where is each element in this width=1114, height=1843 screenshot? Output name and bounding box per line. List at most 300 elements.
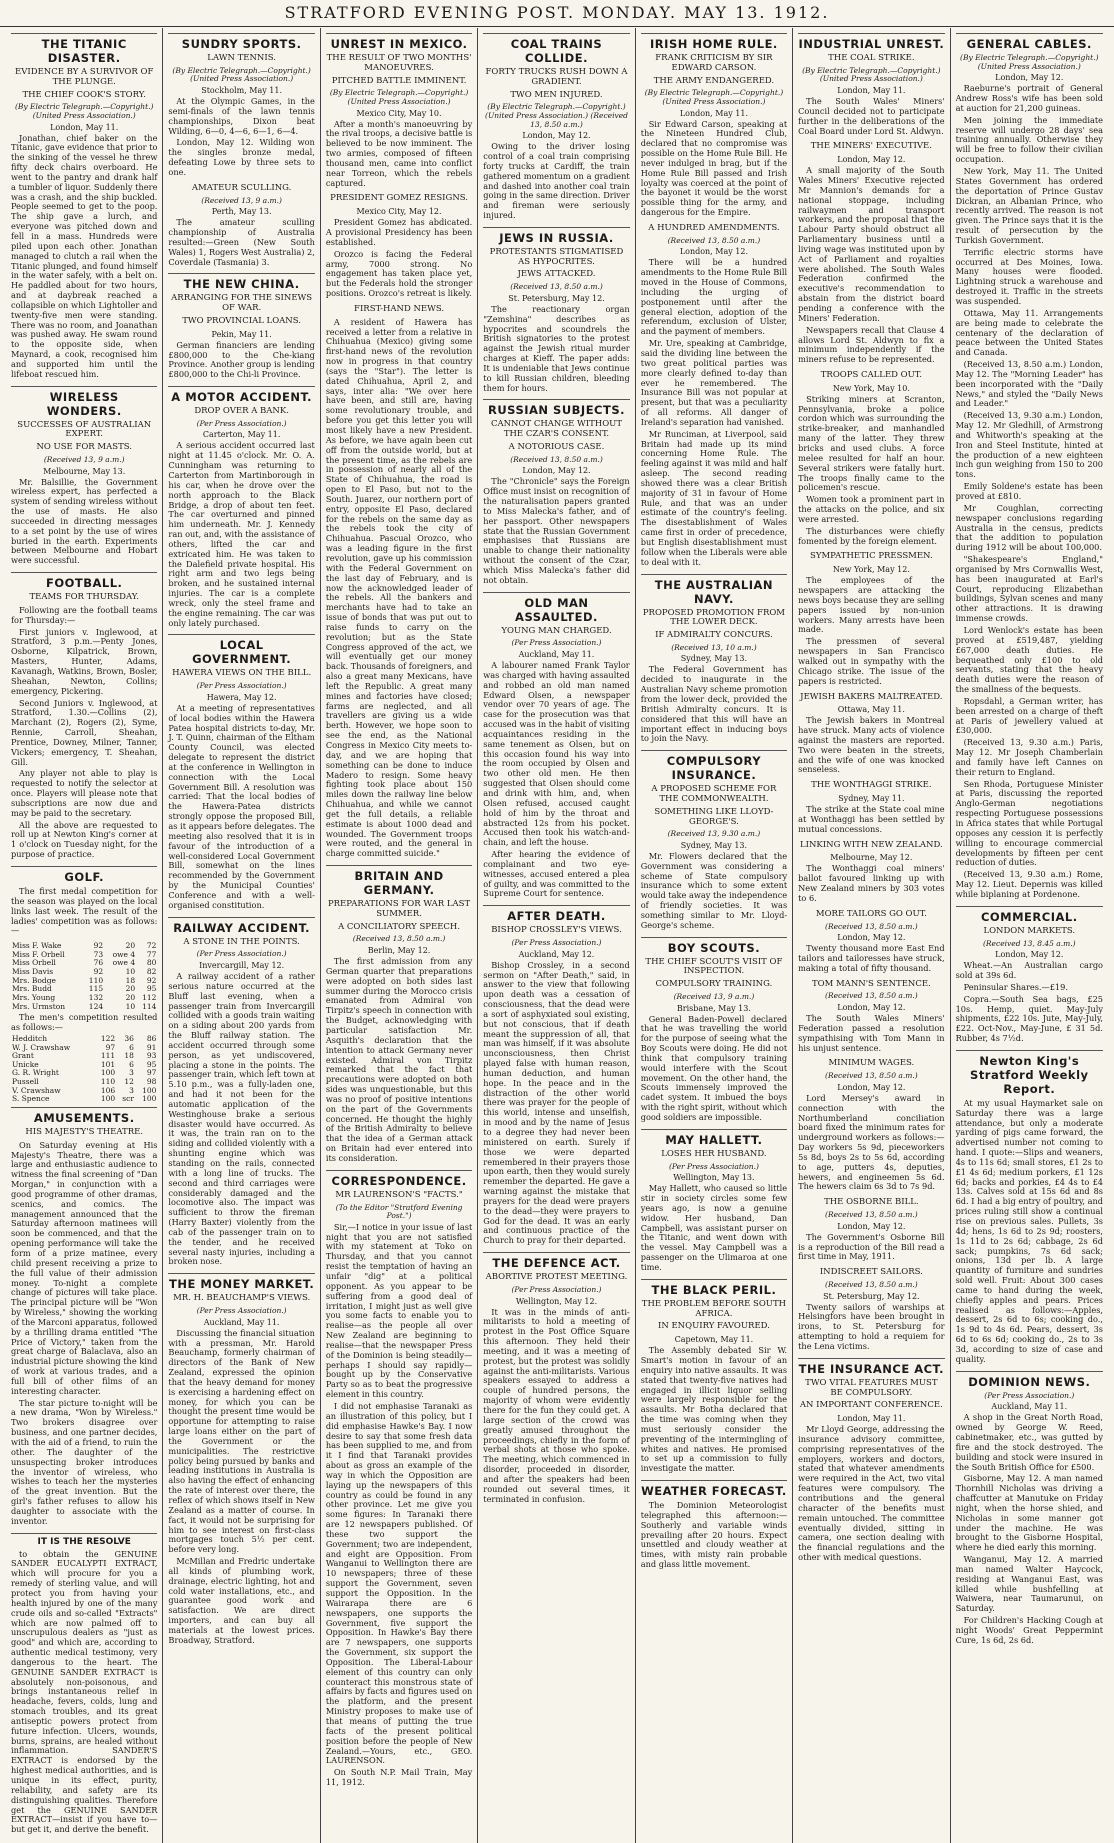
article-paragraph: There will be a hundred amendments to the Home Rule Bill moved in the House of Commons, including the urging of postponement until after the general election, adoption of the referendum, exclusion of Ulster, and the payment of members. — [640, 257, 788, 337]
table-cell: 36 — [124, 1033, 134, 1043]
article — [11, 572, 157, 860]
article-headline: AMUSEMENTS. — [33, 1110, 135, 1125]
table-cell: 3 — [129, 1068, 134, 1078]
article-byline: (Per Press Association.) — [196, 418, 287, 428]
article-dateline: Auckland, May 11. — [518, 650, 595, 660]
article-dateline: New York, May 10. — [832, 383, 910, 393]
article-dateline: Pekin, May 11. — [211, 329, 272, 339]
divider-rule — [168, 273, 314, 274]
table-cell: Mrs. Young — [12, 992, 56, 1002]
advert-headline: IT IS THE RESOLVE — [37, 1536, 131, 1547]
article-paragraph: The star picture to-night will be a new drama, "Won by Wireless." Two brokers disagree over business, and one partner decides, with the aid of a friend, to ruin the other. The daughter of the unsuspecting broker introduces the inventor of wireless, who wishes to teach her the mysteries of the great invention. But the girl's father refuses to allow his daughter to associate with the inventor. — [11, 1397, 158, 1526]
divider-rule — [11, 572, 157, 573]
divider-rule — [956, 1371, 1103, 1372]
article-paragraph: Lord Mersey's award in connection with the Northumberland conciliation board fixed the minimum rates for underground workers as follows:—Day workers 5s 9d, pieceworkers 5s 8d, boys 2s to 5s 6d, according to age, putters 4s, deputies, hewers, and engineemen 5s 6d. The hewers claim 6s 3d to 7s 9d. — [798, 1092, 945, 1192]
article-headline: JEWS IN RUSSIA. — [499, 230, 614, 245]
article-paragraph: Wheat.—An Australian cargo sold at 39s 6d. — [955, 960, 1103, 980]
article-headline: LOCAL GOVERNMENT. — [192, 638, 292, 667]
divider-rule — [326, 33, 472, 34]
article — [641, 224, 787, 568]
article — [483, 33, 629, 221]
article-paragraph: Ropsdahl, a German writer, has been arrested on a charge of theft at Paris of jewellery valued at £30,000. — [955, 695, 1103, 736]
table-cell: 106 — [100, 1085, 116, 1095]
article-paragraph: The reactionary organ "Zemshina" describes as hypocrites and scoundrels the British signatories to the protest against the Jewish ritual murder charges at Kieff. The paper adds: It is undeniable that Jews continue to kill Russian children, bleeding them for hours. — [483, 303, 630, 393]
article-dateline: London, May 11. — [837, 86, 906, 96]
article — [326, 194, 472, 299]
article-subheading: A PROPOSED SCHEME FOR THE COMMONWEALTH. — [651, 784, 777, 804]
golf-ladies-table — [11, 942, 157, 1011]
article-paragraph: After hearing the evidence of complainant and two eye-witnesses, accused entered a plea of guilty, and was committed to the Supreme Court for sentence. — [483, 849, 630, 899]
article-subheading: TEAMS FOR THURSDAY. — [29, 592, 139, 603]
article-subheading: HIS MAJESTY'S THEATRE. — [25, 1126, 144, 1137]
article-paragraph: General Baden-Powell declared that he was travelling the world for the purpose of seeing what the Boy Scouts were doing. He did not think that compulsory training would interfere with the Scout movement. On the other hand, the Scouts immensely improved the cadet system. It imbued the boys with the right spirit, without which good soldiers are impossible. — [640, 1013, 788, 1122]
article-headline: DOMINION NEWS. — [968, 1374, 1091, 1389]
article-subheading: FRANK CRITICISM BY SIR EDWARD CARSON. — [655, 53, 773, 73]
article-paragraph: (Received 13, 8.50 a.m.) London, May 12. The "Morning Leader" has been incorporated with the "Daily News," and styled the "Daily News and Leader." — [955, 359, 1103, 409]
article-dateline: London, May 12. — [522, 131, 591, 141]
table-cell: 82 — [146, 967, 157, 977]
article-byline: (Received 13, 8.50 a.m.) — [825, 991, 918, 1001]
table-cell: G. R. Wright — [12, 1068, 59, 1078]
article — [798, 1198, 944, 1262]
table-cell: 92 — [93, 967, 104, 977]
divider-rule — [11, 386, 157, 387]
article-paragraph: Copra.—South Sea bags, £25 10s. Hemp, quiet. May-July shipments, £22 10s. Jute, May-July, £22. Oct-Nov., May-June, £ 31 5d. Rubber, 4s 7½d. — [955, 993, 1103, 1044]
article-paragraph: A resident of Hawera has received a letter from a relative in Chihuahua (Mexico) giving some first-hand news of the revolution now in progress in that country (says the "Star"). The letter is dated Chihuahua, April 2, and says, inter alia: "We over here have been, and still are, having some revolutionary trouble, and before you get this letter you will most likely have a new President. As before, we have again been cut off from the outside world, but at the present time, as the rebels are in possession of nearly all of the State of Chihuahua, the road is open to El Paso, but not to the South. Juarez, our northern port of entry, opposite El Paso, declared for the rebels on the same day as the rebels took the city of Chihuahua. Pascual Orozco, who was a leading figure in the first revolution, gave up his commission with the Federal Government on the last day of February, and is now the acknowledged leader of the rebels. All the bankers and merchants have had to take an issue of bonds that was put out to raise funds to carry on the revolution; but as the State Congress approved of the act, we will eventually get our money back. Thousands of foreigners, and also a great many Mexicans, have left the Republic. A great many mines and factories have closed; farms are neglected, and all travellers are giving us a wide berth. However, we hope soon to see the end, as the National Congress in Mexico City meets to-day, and we are hoping that something can be done to induce Madero to resign. Some heavy fighting took place about 150 miles down the railway line below Chihuahua, and while we cannot get the full details, a reliable estimate is about 1000 dead and wounded. The Government troops were routed, and the general in charge committed suicide." — [325, 316, 473, 859]
article — [798, 142, 944, 365]
divider-rule — [798, 33, 944, 34]
column-1 — [6, 28, 163, 1843]
article-subheading: THE ARMY ENDANGERED. — [653, 75, 775, 86]
article-paragraph: At a meeting of representatives of local bodies within the Hawera Patea hospital districts to-day, Mr. J. T. Quinn, chairman of the Eltham County Council, was elected delegate to represent the district at the conference in Wellington in connection with the Local Government Bill. A resolution was carried: That the local bodies of the Hawera-Patea districts strongly oppose the proposed Bill, as it appears before delegates. The meeting also resolved that it is in favour of the introduction of a well-considered Local Government Bill, somewhat on the lines recommended by the Government by the Municipal Counties' Conference and with a well-organised constitution. — [168, 702, 315, 910]
article-paragraph: Peninsular Shares.—£19. — [963, 981, 1068, 992]
article-subheading: LINKING WITH NEW ZEALAND. — [799, 839, 943, 850]
article-byline: (Received 13, 8.50 a.m.) — [352, 934, 446, 944]
article-headline: WEATHER FORECAST. — [641, 1484, 787, 1499]
article-headline: THE MONEY MARKET. — [168, 1277, 315, 1292]
article-headline: THE AUSTRALIAN NAVY. — [654, 577, 774, 606]
divider-rule — [956, 33, 1103, 34]
table-cell: 86 — [146, 1033, 157, 1043]
article-dateline: London, May 11. — [679, 108, 749, 118]
table-cell: 73 — [93, 949, 104, 959]
article-paragraph: Mr Lloyd George, addressing the insurance advisory committee, comprising representatives of the employers, workers and doctors, stated that whatever amendments were required in the Act, two vital features were compulsory. The contributions and the general character of the benefits must remain untouched. The committee eventually divided, sitting in camera, one section dealing with the financial regulations and the other with medical questions. — [798, 1424, 945, 1563]
article-dateline: Brisbane, May 13. — [676, 1003, 751, 1013]
article — [641, 33, 787, 218]
article-dateline: Mexico City, May 12. — [356, 207, 442, 217]
article-headline: COAL TRAINS COLLIDE. — [510, 37, 603, 65]
divider-rule — [641, 1279, 787, 1280]
article — [483, 399, 629, 585]
article-subheading: MR LAURENSON'S "FACTS." — [335, 1189, 463, 1200]
table-cell: 111 — [100, 1051, 116, 1061]
article-paragraph: Women took a prominent part in the attacks on the police, and six were arrested. — [798, 494, 945, 524]
article-paragraph: Orozco is facing the Federal army, 7000 strong. No engagement has taken place yet, but the Federals hold the stronger positions. Orozco's retreat is likely. — [325, 248, 473, 299]
divider-rule — [483, 399, 629, 400]
article-headline: GENERAL CABLES. — [966, 37, 1092, 51]
article-dateline: London, May 12. — [837, 155, 906, 165]
divider-rule — [11, 1533, 157, 1534]
article-dateline: Melbourne, May 12. — [830, 853, 913, 863]
article-byline: (Per Press Association.) — [511, 1284, 602, 1294]
article-paragraph: Men joining the immediate reserve will undergo 28 days' sea training annually. Otherwise they will be free to follow their civilian occupation. — [955, 114, 1103, 165]
article-byline: (Per Press Association.) — [196, 1306, 287, 1316]
article-dateline: London, May 11. — [837, 1414, 906, 1424]
article-paragraph: It was in the minds of anti-militarists to hold a meeting of protest in the Post Office Square this afternoon. They held their meeting, and it was a meeting of protest, but the protest was solidly against the anti-militarists. Various speakers essayed to address a couple of hundred persons, the majority of whom were evidently there for the fun they could get. A large section of the crowd was greatly amused throughout the proceedings, chiefly in the form of verbal shots at those who spoke. The meeting, which commenced in disorder, proceeded in disorder, and after the speakers had been rounded out several times, it terminated in confusion. — [483, 1306, 630, 1504]
article-paragraph: Lord Wenlock's estate has been proved at £519,487, yielding £67,000 death duties. He bequeathed only £100 to old servants, stating that the heavy death duties were the reason of the smallness of the bequests. — [955, 624, 1103, 695]
article-subheading: AMATEUR SCULLING. — [191, 182, 292, 193]
article-subheading: JEWS ATTACKED. — [517, 269, 596, 280]
table-cell: 132 — [88, 992, 104, 1002]
article-subheading: ARRANGING FOR THE SINEWS OF WAR. — [171, 293, 313, 314]
article-paragraph: Newspapers recall that Clause 4 allows Lord St. Aldwyn to fix a minimum independently if the miners refuse to be represented. — [798, 324, 945, 365]
article-paragraph: The strike at the State coal mine at Wonthaggi has been settled by mutual concessions. — [798, 804, 945, 834]
advertisement — [11, 1533, 157, 1835]
divider-rule — [483, 592, 629, 593]
divider-rule — [798, 1358, 944, 1359]
article-subheading: LAWN TENNIS. — [207, 53, 276, 63]
article-headline: THE TITANIC DISASTER. — [41, 37, 127, 65]
table-cell: 100 — [142, 1085, 157, 1095]
article — [641, 1129, 787, 1273]
table-cell: scr — [122, 1094, 134, 1104]
article — [168, 917, 314, 1268]
article — [641, 937, 787, 1123]
article-paragraph: First juniors v. Inglewood, at Stratford, 3 p.m.—Penty Jones, Osborne, Kilpatrick, Brown, Masters, Hunter, Adams, Kavanagh, Watkins, Brown, Bosler, Sheahan, Newton, Collins; emergency, Pickering. — [11, 626, 158, 696]
article-paragraph: The first admission from any German quarter that preparations were adopted on both sides last summer during the Morocco crisis emanated from Admiral von Tirpitz's speech in connection with the Budget, acknowledging with particular satisfaction Mr. Asquith's declaration that the intention to attack Germany never existed. Admiral von Tirpitz remarked that the fact that precautions were adopted on both sides was unquestionable, but this was no proof of positive intentions on the part of the Governments concerned. He thought the highly of the British Admiralty to believe that the idea of a German attack on Britain had ever entered into its consideration. — [325, 956, 473, 1163]
article-headline: A MOTOR ACCIDENT. — [171, 390, 312, 405]
table-cell: 100 — [100, 1094, 116, 1104]
article-paragraph: Striking miners at Scranton, Pennsylvania, broke a police cordon which was surrounding the strike-breaker, and manhandled many of the latter. They threw bricks and used clubs. A force melee resulted for half an hour. Several strikers were fatally hurt. The troops finally came to the policemen's rescue. — [798, 393, 945, 493]
article-paragraph: Mr. Flowers declared that the Government was considering a scheme of State compulsory insurance which to some extent would take away the independence of friendly societies. It was something similar to Mr. Lloyd-George's scheme. — [640, 850, 788, 930]
article-paragraph: Emily Soldene's estate has been proved at £810. — [955, 481, 1103, 501]
article — [956, 33, 1103, 900]
article-subheading: A CONCILIATORY SPEECH. — [338, 921, 461, 932]
article-byline: (Received 13, 8.50 a.m.) — [510, 454, 603, 464]
table-cell: 101 — [100, 1059, 116, 1069]
article-subheading: MINIMUM WAGES. — [828, 1058, 915, 1069]
article-subheading: ABORTIVE PROTEST MEETING. — [485, 1272, 628, 1283]
article — [798, 1268, 944, 1352]
newspaper-columns — [6, 28, 1108, 1835]
article — [168, 33, 314, 178]
article-subheading: THE PROBLEM BEFORE SOUTH AFRICA. — [641, 1298, 787, 1319]
article-headline: THE NEW CHINA. — [183, 277, 300, 292]
article-paragraph: German financiers are lending £800,000 to the Che-kiang Province. Another group is lending £800,000 to the Chi-li Province. — [168, 339, 315, 380]
table-cell: 100 — [142, 1094, 157, 1104]
article-paragraph: Jonathan, chief baker on the Titanic, gave evidence that prior to the sinking of the vessel he threw fifty deck chairs overboard. He went to the pantry and drank half a tumbler of liquor. Suddenly there was a crash, and the ship buckled. People seemed to get to the poop. The ship gave a lurch, and everyone was pitched down and fell in a mass. Hundreds were piled upon each other. Jonathan managed to clutch a rail when the Titanic plunged, and found himself in the water safely, with a belt on. He paddled about for two hours, and at daybreak reached a collapsible on which Lightoller and twenty-five men were standing. There was no room, and Joanathan was pushed away. He swam round to the opposite side, when Maynard, a cook, recognised him and supported him until the lifeboat rescued him. — [11, 132, 158, 379]
article-headline: GOLF. — [64, 870, 104, 885]
article-dateline: St. Petersburg, May 12. — [508, 293, 605, 303]
article-subheading: FIRST-HAND NEWS. — [354, 303, 445, 314]
article-paragraph: The Federal Government has decided to inaugurate in the Australian Navy scheme promotion from the lower deck, provided the British Admiralty concurs. It is considered that this will have an important effect in inducing boys to join the Navy. — [640, 664, 788, 744]
divider-rule — [168, 917, 314, 918]
table-cell: 124 — [88, 1001, 104, 1011]
article-dateline: Sydney, May 13. — [680, 840, 748, 850]
article-paragraph: The first medal competition for the season was played on the local links last week. The result of the ladies' competition was as follows:— — [11, 886, 158, 936]
article-subheading: THE MINERS' EXECUTIVE. — [810, 141, 932, 152]
article-paragraph: Discussing the financial situation with a pressman, Mr. Harold Beauchamp, formerly chairman of directors of the Bank of New Zealand, expressed the opinion that the heavy demand for money is exercising a hardening effect on money, for which you can be thought the present time would be opportune for attempting to raise large loans either on the part of the Government or the municipalities. The restrictive policy being pursued by banks and leading institutions in Australia is also having the effect of enhancing the rate of interest over there, the reflex of which shows itself in New Zealand as a matter of course. In fact, it would not be surprising for him to see interest on first-class mortgages touch 5½ per cent. before very long. — [168, 1327, 315, 1555]
article — [641, 1480, 787, 1570]
article-dateline: Invercargill, May 12. — [199, 960, 285, 970]
article-headline: COMPULSORY INSURANCE. — [666, 754, 762, 783]
table-cell: Miss F. Orbell — [12, 949, 65, 959]
article-headline: COMMERCIAL. — [980, 909, 1078, 924]
article-subheading: YOUNG MAN CHARGED. — [501, 625, 612, 636]
table-cell: 91 — [146, 1042, 157, 1052]
table-row — [11, 1003, 157, 1012]
golf-men-intro: The men's competition resulted as follows:— — [11, 1012, 158, 1033]
article — [11, 386, 157, 567]
article-headline: THE DEFENCE ACT. — [492, 1256, 621, 1271]
article-paragraph: A small majority of the South Wales Miners' Executive rejected Mr Mannion's demands for a national stoppage, including railwaymen and transport workers, and the proposal that the Labour Party should obstruct all Parliamentary business until a living wage was instituted upon by Act of Parliament and royalties were abolished. The South Wales Federation confirmed the executive's recommendation to abstain from the district board pending a conference with the Miners' Federation. — [798, 165, 945, 323]
article — [956, 1371, 1103, 1646]
article-paragraph: Raeburne's portrait of General Andrew Ross's wife has been sold at auction for 21,200 guineas. — [955, 83, 1103, 113]
article-paragraph: Mr Runciman, at Liverpool, said Britain had made up its mind concerning Home Rule. The feeling against it was mild and half asleep. The second reading showed there was a clear British majority of 31 in favour of Home Rule, and that was an under estimate of the country's feeling. The disestablishment of Wales came first in order of precedence, but English disestablishment must follow when the Liberals were able to deal with it. — [640, 428, 788, 567]
table-cell: 80 — [146, 958, 157, 968]
article-paragraph: For Children's Hacking Cough at night Woods' Great Peppermint Cure, 1s 6d, 2s 6d. — [955, 1615, 1103, 1645]
table-cell: 92 — [146, 975, 157, 985]
article-subheading: HAWERA VIEWS ON THE BILL. — [172, 668, 312, 679]
article-paragraph: Ottawa, May 11. Arrangements are being made to celebrate the centenary of the declaration of peace between the United States and Canada. — [955, 307, 1103, 358]
golf-men-table — [11, 1035, 157, 1104]
article-dateline: Stockholm, May 11. — [201, 86, 283, 96]
article-paragraph: Sir Edward Carson, speaking at the Nineteen Hundred Club, declared that no compromise was possible on the Home Rule Bill. He never indulged in brag, but if the Home Rule Bill passed and Irish loyalty was coerced at the point of the bayonet it would be the worst possible thing for the army, and dangerous for the Empire. — [640, 118, 788, 218]
table-cell: 18 — [124, 1051, 134, 1061]
divider-rule — [168, 33, 314, 34]
article-subheading: TWO PROVINCIAL LOANS. — [182, 315, 301, 326]
article-subheading: IN ENQUIRY FAVOURED. — [657, 1321, 770, 1332]
article-subheading: CANNOT CHANGE WITHOUT THE CZAR'S CONSENT. — [490, 419, 622, 440]
article — [483, 592, 629, 900]
article-subheading: COMPULSORY TRAINING. — [655, 979, 773, 990]
table-cell: 20 — [125, 992, 136, 1002]
table-cell: S. Spence — [12, 1094, 50, 1104]
article — [326, 305, 472, 859]
article-byline: (To the Editor "Stratford Evening Post.") — [335, 1202, 463, 1221]
article-headline: BRITAIN AND GERMANY. — [354, 869, 444, 898]
article-dateline: Auckland, May 11. — [991, 1402, 1068, 1412]
article — [956, 1050, 1103, 1365]
table-cell: Mrs. Budd — [12, 984, 52, 994]
table-cell: 110 — [100, 1077, 116, 1087]
article-subheading: JEWISH BAKERS MALTREATED. — [800, 691, 943, 702]
article-paragraph: At my usual Haymarket sale on Saturday there was a large attendance, but only a moderate yarding of pigs came forward, the advertised number not coming to hand. I quote:—Slips and weaners, 4s to 11s 6d; small stores, £1 2s to £1 4s 6d; medium porkers, £1 12s 6d; backs and porkies, £4 4s to £4 13s. Calves sold at 15s 6d and 8s 6d. I had a big entry of poultry, and prices ruling still show a continual rise on previous sales. Pullets, 3s 4d; hens, 1s 6d to 2s 9d; roosters, 1s 11d to 2s 6d; cabbage, 2s 6d sack; pumpkins, 7s 6d sack; onions, 13d per lb. A large quantity of furniture and sundries sold well. Fruit: About 300 cases came to hand during the week, chiefly apples and pears. Prices realised as follows:—Apples, dessert, 2s 6d to 6s; cooking do., 1s 9d to 4s 6d. Pears, dessert, 3s 6d to 6s 6d; cooking do., 2s to 3s 3d, according to size of case and quality. — [955, 1097, 1103, 1364]
amusements-article — [11, 1107, 157, 1527]
article — [11, 33, 157, 380]
article — [11, 866, 157, 936]
article-byline: (Received 13, 9 a.m.) — [43, 454, 125, 464]
article-paragraph: A serious accident occurred last night at 11.45 o'clock. Mr. O. A. Cunningham was returning to Carterton from Martinborough in his car, when he drove over the north approach to the Black Bridge, a drop of about ten feet. The car overturned and pinned him underneath. Mr. J. Kennedy ran out, and, with the assistance of others, lifted the car and extricated him. He was taken to the Dalefield private hospital. His right arm and two legs being broken, and he sustained internal injuries. The car is a complete wreck, only the steel frame and the engine remaining. The car was only lately purchased. — [168, 440, 315, 628]
article — [483, 1252, 629, 1504]
article-subheading: THE COAL STRIKE. — [828, 53, 915, 63]
article-dateline: London, May 12. — [837, 1221, 906, 1231]
article-headline: THE INSURANCE ACT. — [798, 1361, 945, 1376]
article-dateline: London, May 12. — [679, 247, 749, 257]
divider-rule — [168, 634, 314, 635]
column-7 — [951, 28, 1108, 1843]
article-subheading: PITCHED BATTLE IMMINENT. — [331, 75, 467, 86]
article-headline: BOY SCOUTS. — [667, 940, 761, 955]
article-subheading: PROTESTANTS STIGMATISED AS HYPOCRITES. — [489, 246, 624, 267]
article-paragraph: The Jewish bakers in Montreal have struck. Many acts of violence against the masters are reported. Two were beaten in the streets, and the wife of one was knocked senseless. — [798, 715, 945, 775]
article-byline: (Per Press Association.) — [196, 949, 287, 959]
table-cell: 92 — [93, 941, 104, 951]
article — [798, 841, 944, 904]
advert-paragraph: to obtain the GENUINE SANDER EUCALYPTI EXTRACT, which will procure for you a remedy of sterling value, and will protect you from having your health injured by one of the many crude oils and so-called "Extracts" which are now palmed off to unscrupulous dealers as "just as good" and which are, according to authentic medical testimony, very dangerous to the heart. The GENUINE SANDER EXTRACT is absolutely non-poisonous, and brings instantaneous relief in headache, fevers, colds, lung and stomach troubles, and its great antiseptic powers protect from future infection. Ulcers, wounds, burns, sprains, are healed without inflammation. SANDER'S EXTRACT is endorsed by the highest medical authorities, and is unique in its effect, purity, reliability, and safety are its distinguishing qualities. Therefore get the GENUINE SANDER EXTRACT—insist if you have to—but get it, and derive the benefit. — [11, 1548, 158, 1835]
article-subheading: SUCCESSES OF AUSTRALIAN EXPERT. — [17, 419, 152, 440]
article-dateline: Wellington, May 13. — [673, 1173, 755, 1183]
article-paragraph: (Received 13, 9.30 a.m.) London, May 12. Mr Gledhill, of Armstrong and Whitworth's speaking at the Iron and Steel Institute, hinted at the production of a new eighteen inch gun weighing from 150 to 200 tons. — [955, 410, 1103, 480]
table-cell: 6 — [129, 1042, 134, 1052]
article-paragraph: Wanganui, May 12. A married man named Walter Haycock, residing at Wanganui East, was killed while bushfelling at Waiwera, near Taumarunui, on Saturday. — [955, 1554, 1103, 1614]
article-byline: (Received 13, 10 a.m.) — [671, 642, 757, 652]
divider-rule — [11, 33, 157, 34]
article-headline: RAILWAY ACCIDENT. — [173, 920, 311, 935]
table-cell: Miss Davis — [12, 967, 54, 977]
article-dateline: London, May 12. — [837, 933, 906, 943]
article-subheading: AN IMPORTANT CONFERENCE. — [799, 1400, 943, 1411]
article-paragraph: Mr. Ure, speaking at Cambridge, said the dividing line between the two great political parties was more clearly defined to-day than ever he remembered. The Insurance Bill was not popular at present, but that was a peculiarity of all reforms. All danger of Ireland's separation had vanished. — [640, 338, 788, 427]
article — [798, 371, 944, 546]
divider-rule — [483, 227, 629, 228]
table-cell: Pussell — [12, 1077, 39, 1087]
article-byline: (Received 13, 8.50 a.m.) — [667, 235, 761, 245]
article-paragraph: The "Chronicle" says the Foreign Office must insist on recognition of the naturalisation papers granted to Miss Malecka's father, and of her passport. Other newspapers state that the Russian Government emphasises that Russians are unable to change their nationality without the consent of the Czar, which Miss Malecka's father did not obtain. — [483, 476, 630, 585]
table-cell: 12 — [124, 1077, 134, 1087]
table-cell: 97 — [105, 1042, 116, 1052]
table-cell: 122 — [100, 1033, 116, 1043]
column-5 — [636, 28, 793, 1843]
article-subheading: IF ADMIRALTY CONCURS. — [655, 630, 773, 641]
table-cell: Hedditch — [12, 1033, 48, 1043]
article-subheading: NO USE FOR MASTS. — [36, 442, 132, 453]
article-headline: UNREST IN MEXICO. — [330, 37, 468, 51]
article-paragraph: On Saturday evening at His Majesty's Theatre, there was a large and enthusiastic audience to witness the final screening of "Dan Morgan," in conjunction with a good programme of other dramas, scenics, and comics. The management announced that the Saturday afternoon matinees will soon be commenced, and that the opening performance will take the form of a prize matinee, every child present receiving a prize to the full value of their admission money. To-night a complete change of pictures will take place. The principal picture will be "Won by Wireless," showing the working of the Marconi apparatus, followed by a thrilling drama entitled "The Price of Victory," taken from the great charge of Balaclava, also an industrial picture showing the kind of work at various trades, and a full bill of other films of an interesting character. — [11, 1139, 158, 1396]
article-subheading: A NOTORIOUS CASE. — [508, 441, 605, 452]
table-cell: V. Crawshaw — [12, 1085, 61, 1095]
article-paragraph: The Government's Osborne Bill is a reproduction of the Bill read a first time in May, 1911. — [798, 1231, 945, 1262]
table-cell: Mrs. Urmston — [12, 1001, 66, 1011]
table-cell: Mrs. Bodge — [12, 975, 56, 985]
table-cell: 95 — [146, 1059, 157, 1069]
article-subheading: THE RESULT OF TWO MONTHS' MANOEUVRES. — [326, 53, 472, 73]
article-subheading: MR. H. BEAUCHAMP'S VIEWS. — [173, 1293, 311, 1304]
article-byline: (Per Press Association.) — [511, 638, 602, 648]
article-subheading: LOSES HER HUSBAND. — [661, 1148, 767, 1159]
article-paragraph: Second Juniors v. Inglewood, at Stratford, 1.30.—Collins (2), Marchant (2), Rogers (2), Syme, Rennie, Carroll, Sheahan, Prentice, Downey, Milner, Tanner, Vickers; emergency, T. Sheahan, Gill. — [11, 697, 158, 767]
article-paragraph: Twenty thousand more East End tailors and tailoresses have struck, making a total of fifty thousand. — [798, 943, 945, 973]
article-subheading: TWO MEN INJURED. — [510, 89, 603, 100]
article-byline: (Per Press Association.) — [511, 938, 602, 948]
article-byline: (Received 13, 8.50 a.m.) — [825, 921, 918, 931]
article-byline: (Per Press Association.) — [196, 681, 287, 691]
article-subheading: THE CHIEF COOK'S STORY. — [22, 89, 146, 100]
article-headline: WIRELESS WONDERS. — [46, 389, 122, 418]
article-subheading: THE OSBORNE BILL. — [824, 1197, 919, 1208]
table-cell: owe 4 — [112, 949, 136, 959]
article — [798, 1358, 944, 1563]
table-cell: Miss F. Wake — [12, 941, 62, 951]
divider-rule — [641, 750, 787, 751]
article-subheading: TWO VITAL FEATURES MUST BE COMPULSORY. — [805, 1377, 938, 1398]
article-dateline: Capetown, May 11. — [674, 1335, 754, 1345]
article-paragraph: The South Wales Miners' Federation passed a resolution sympathising with Tom Mann in his unjust sentence. — [798, 1013, 945, 1053]
article-headline: FOOTBALL. — [45, 576, 123, 591]
column-4 — [478, 28, 635, 1843]
article-paragraph: Sen Rhoda, Portuguese Minister at Paris, discussing the reported Anglo-German negotiations respecting Portuguese possessions in Africa states that while Portugal opposes any cession it is perfectly willing to encourage commercial developments by fifteen per cent reduction of duties. — [955, 778, 1103, 868]
divider-rule — [326, 1170, 472, 1171]
article-subheading: LONDON MARKETS. — [983, 925, 1076, 936]
article — [798, 693, 944, 776]
table-cell: 20 — [125, 984, 136, 994]
divider-rule — [168, 1273, 314, 1274]
article-dateline: Perth, May 13. — [211, 207, 272, 217]
table-cell: W. J. Crawshaw — [12, 1042, 71, 1052]
article-paragraph: Twenty sailors of warships at Helsingfors have been brought in irons, to St. Petersburg for attempting to hold a requiem for the Lena victims. — [798, 1301, 945, 1351]
article-byline: (Received 13, 8.50 a.m.) — [825, 1071, 918, 1081]
table-cell: 115 — [88, 984, 104, 994]
article-paragraph: President Gomez has abdicated. A provisional Presidency has been established. — [325, 217, 473, 247]
table-cell: 112 — [142, 992, 157, 1002]
article-paragraph: At the Olympic Games, in the semi-finals of the lawn tennis championships, Dixon beat Wilding, 6—0, 4—6, 6—1, 6—4. — [168, 96, 315, 136]
article-subheading: TOM MANN'S SENTENCE. — [811, 978, 931, 989]
article-dateline: London, May 12. — [837, 1003, 906, 1013]
article-subheading: SYMPATHETIC PRESSMEN. — [810, 551, 933, 562]
article-paragraph: Mr. Balsillie, the Government wireless expert, has perfected a system of sending wireless without the use of masts. He also succeeded in directing messages to a set point by the use of wires buried in the earth. Experiments between Melbourne and Hobart were successful. — [11, 476, 158, 566]
table-cell: 110 — [88, 975, 104, 985]
article-subheading: INDISCREET SAILORS. — [819, 1267, 923, 1278]
article-headline: IRISH HOME RULE. — [650, 37, 778, 51]
article-dateline: Auckland, May 11. — [203, 1317, 280, 1327]
article-dateline: London, May 11. — [50, 122, 119, 132]
article-paragraph: The South Wales' Miners' Council decided not to participate further in the deliberations of the Coal Board under Lord St. Aldwyn. — [798, 96, 945, 136]
article-headline: SUNDRY SPORTS. — [181, 37, 302, 51]
table-cell: 20 — [125, 941, 136, 951]
article-paragraph: London, May 12. Wilding won the singles bronze medal, defeating Lowe by three sets to one. — [168, 137, 315, 177]
article-subheading: PRESIDENT GOMEZ RESIGNS. — [330, 193, 468, 204]
article-paragraph: The employees of the newspapers are attacking the news boys because they are selling papers issued by non-union workers. Many arrests have been made. — [798, 575, 945, 635]
article-paragraph: On South N.P. Mail Train, May 11, 1912. — [325, 1767, 473, 1788]
divider-rule — [483, 1252, 629, 1253]
divider-rule — [641, 574, 787, 575]
article-byline: (By Electric Telegraph.—Copyright.) (United Press Association.) — [644, 88, 784, 106]
article-byline: (Received 13, 8.50 a.m.) — [510, 282, 603, 292]
article — [168, 386, 314, 628]
article-paragraph: All the above are requested to roll up at Newton King's corner at 1 o'clock on Tuesday night, for the purpose of practice. — [11, 819, 158, 860]
article — [798, 552, 944, 686]
article-subheading: PROPOSED PROMOTION FROM THE LOWER DECK. — [642, 607, 786, 628]
article-byline: (Per Press Association.) — [668, 1161, 759, 1171]
article-paragraph: Gisborne, May 12. A man named Thornhill Nicholas was driving a chaffcutter at Manutuke on Friday night, when the horse shied, and Nicholas in some manner got under the machine. He was brought to the Gisborne Hospital, where he died early this morning. — [955, 1473, 1103, 1553]
article-paragraph: A labourer named Frank Taylor was charged with having assaulted and robbed an old man named Edward Olsen, a newspaper vendor over 70 years of age. The case for the prosecution was that accused was in the habit of visiting acquaintances residing in the same tenement as Olsen, but on this occasion found his way into the room occupied by Olsen and two other old men. He then suggested that Olsen should come and drink with him, and, when Olsen refused, accused caught hold of him by the throat and abstracted 12s from his pocket. Accused then took his watch-and-chain, and left the house. — [483, 660, 630, 848]
article-paragraph: (Received 13, 9.30 a.m.) Rome, May 12. Lieut. Depernis was killed while biplaning at Pordenone. — [955, 869, 1103, 899]
article-paragraph: Sir,—I notice in your issue of last night that you are not satisfied with my statement at Toko on Thursday, and that you cannot resist the temptation of having an unfair "dig" at a political opponent. As you appear to be suffering from a good deal of irritation, I might just as well give you some facts to enable you to realise—as the people all over New Zealand are beginning to realise—that the newspaper Press of the Dominion is being steadily—perhaps I should say rapidly—bought up by the Conservative Party so as to beat the progressive element in this country. — [325, 1221, 473, 1400]
column-2 — [163, 28, 320, 1843]
table-cell: owe 4 — [112, 958, 136, 968]
article-paragraph: McMillan and Fredric undertake all kinds of plumbing work, drainage, electric lighting, hot and cold water installations, etc., and guarantee good work and satisfaction. We are direct importers, and can buy all materials at the lowest prices. Broadway, Stratford. — [168, 1556, 315, 1645]
table-cell: 100 — [100, 1068, 116, 1078]
article-paragraph: Owing to the driver losing control of a coal train comprising forty trucks at Cardiff, the train gathered momentum on a gradient and dashed into another coal train going in the same direction. Driver and fireman were seriously injured. — [483, 141, 630, 221]
article — [168, 273, 314, 380]
divider-rule — [483, 33, 629, 34]
article-paragraph: I did not emphasise Taranaki as an illustration of this policy, but I did emphasise Hawke's Bay. I now desire to say that some fresh data has been supplied to me, and from it I find that Taranaki provides about as gross an example of the way in which the Opposition are laying up the newspapers of this country as could be found in any other province. Let me give you some figures: In Taranaki there are 12 newspapers published. Of these two support the Government; two are independent, and eight are Opposition. From Wanganui to Wellington there are 10 newspapers; three of these support the Government, seven support the Opposition. In the Wairarapa there are 6 newspapers, one supports the Government, five support the Opposition. In Hawke's Bay there are 7 newspapers, one supports the Government, six support the Opposition. The Liberal-Labour element of this country can only counteract this monstrous state of affairs by facts and figures used on the platform, and the present Ministry proposes to make use of that means of putting the true facts of the present political position before the people of New Zealand.—Yours, etc., GEO. LAURENSON. — [325, 1400, 473, 1766]
divider-rule — [956, 1050, 1103, 1051]
table-cell: 93 — [146, 1051, 157, 1061]
table-row — [11, 1095, 157, 1104]
article-paragraph: After a month's manoeuvring by the rival troops, a decisive battle is believed to be now imminent. The two armies, composed of fifteen thousand men, came into conflict near Torreon, which the rebels captured. — [325, 118, 473, 188]
article-paragraph: Any player not able to play is requested to notify the selector at once. Players will please note that subscriptions are now due and may be paid to the secretary. — [11, 768, 158, 818]
